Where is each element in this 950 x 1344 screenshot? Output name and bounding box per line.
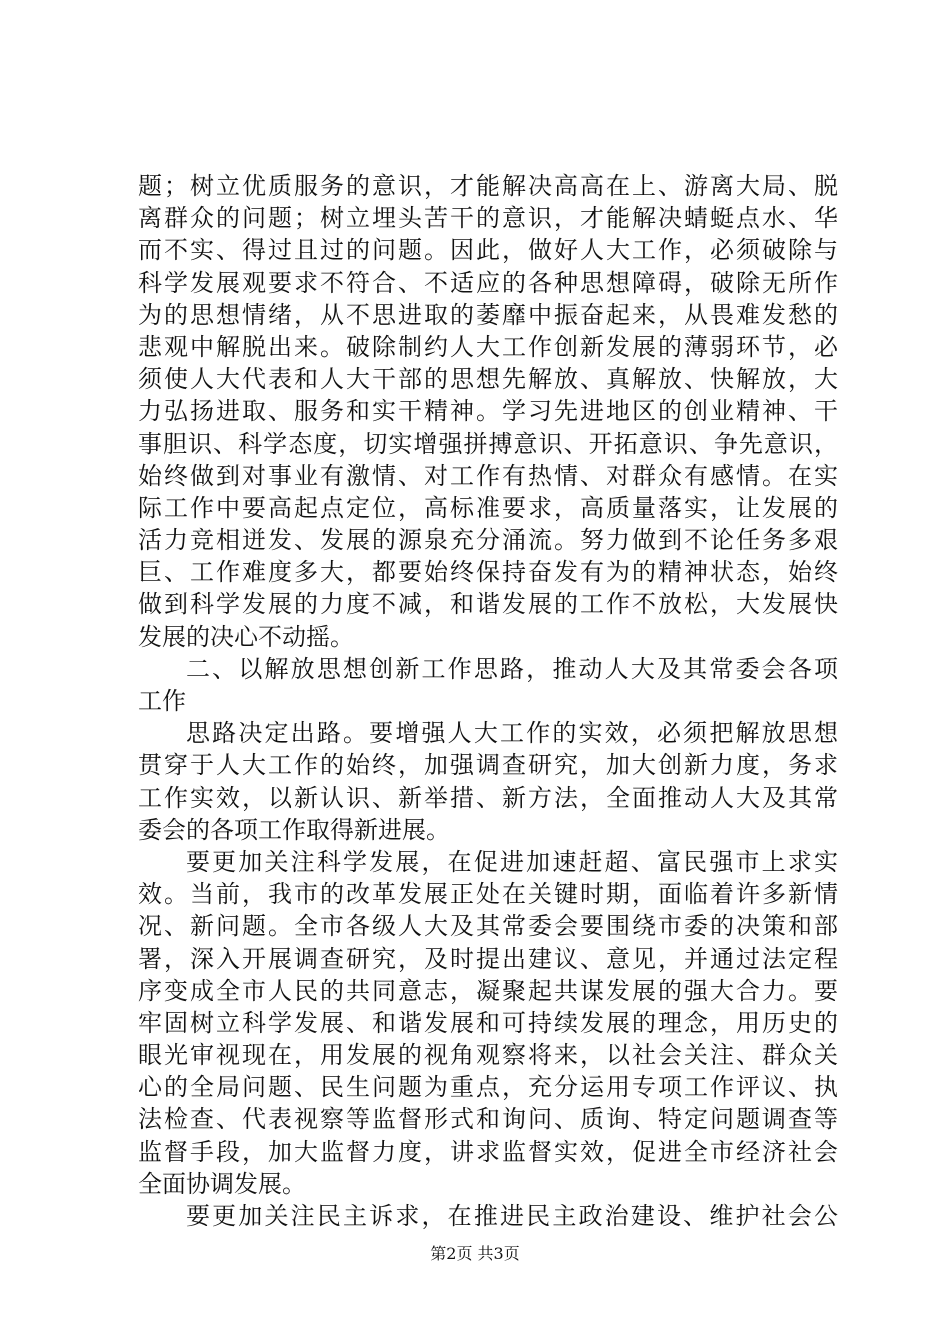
text-line: 活力竞相迸发、发展的源泉充分涌流。努力做到不论任务多艰 [138, 526, 838, 555]
text-line: 事胆识、科学态度，切实增强拼搏意识、开拓意识、争先意识， [138, 429, 838, 458]
text-line: 为的思想情绪，从不思进取的萎靡中振奋起来，从畏难发愁的 [138, 300, 838, 329]
page-number-footer: 第2页 共3页 [430, 1244, 520, 1263]
text-line: 要更加关注民主诉求，在推进民主政治建设、维护社会公 [186, 1202, 838, 1230]
text-line: 要更加关注科学发展，在促进加速赶超、富民强市上求实 [186, 847, 838, 876]
text-line: 况、新问题。全市各级人大及其常委会要围绕市委的决策和部 [138, 912, 838, 941]
text-line: 而不实、得过且过的问题。因此，做好人大工作，必须破除与 [138, 236, 838, 265]
text-line: 须使人大代表和人大干部的思想先解放、真解放、快解放，大 [138, 365, 838, 394]
text-line: 科学发展观要求不符合、不适应的各种思想障碍，破除无所作 [138, 268, 838, 297]
text-line: 贯穿于人大工作的始终，加强调查研究，加大创新力度，务求 [138, 751, 838, 780]
text-line: 署，深入开展调查研究，及时提出建议、意见，并通过法定程 [138, 944, 838, 973]
text-line: 效。当前，我市的改革发展正处在关键时期，面临着许多新情 [138, 880, 838, 909]
text-line: 发展的决心不动摇。 [138, 622, 354, 651]
text-line: 委会的各项工作取得新进展。 [138, 815, 450, 844]
text-line: 工作实效，以新认识、新举措、新方法，全面推动人大及其常 [138, 783, 838, 812]
text-line: 际工作中要高起点定位，高标准要求，高质量落实，让发展的 [138, 493, 838, 522]
text-line: 二、以解放思想创新工作思路，推动人大及其常委会各项 [186, 654, 838, 683]
text-line: 牢固树立科学发展、和谐发展和可持续发展的理念，用历史的 [138, 1008, 838, 1037]
text-line: 序变成全市人民的共同意志，凝聚起共谋发展的强大合力。要 [138, 976, 838, 1005]
text-line: 悲观中解脱出来。破除制约人大工作创新发展的薄弱环节，必 [138, 332, 838, 361]
text-line: 眼光审视现在，用发展的视角观察将来，以社会关注、群众关 [138, 1041, 838, 1070]
text-line: 全面协调发展。 [138, 1169, 306, 1198]
text-line: 始终做到对事业有激情、对工作有热情、对群众有感情。在实 [138, 461, 838, 490]
document-body [138, 170, 838, 1232]
text-line: 工作 [138, 687, 186, 715]
text-line: 监督手段，加大监督力度，讲求监督实效，促进全市经济社会 [138, 1137, 838, 1166]
text-line: 离群众的问题；树立埋头苦干的意识，才能解决蜻蜓点水、华 [138, 204, 838, 233]
text-line: 法检查、代表视察等监督形式和询问、质询、特定问题调查等 [138, 1105, 838, 1134]
text-line: 力弘扬进取、服务和实干精神。学习先进地区的创业精神、干 [138, 397, 838, 426]
text-line: 巨、工作难度多大，都要始终保持奋发有为的精神状态，始终 [138, 558, 838, 587]
text-line: 题；树立优质服务的意识，才能解决高高在上、游离大局、脱 [138, 172, 838, 200]
text-line: 心的全局问题、民生问题为重点，充分运用专项工作评议、执 [138, 1073, 838, 1102]
text-line: 做到科学发展的力度不减，和谐发展的工作不放松，大发展快 [138, 590, 838, 619]
text-line: 思路决定出路。要增强人大工作的实效，必须把解放思想 [186, 719, 838, 748]
